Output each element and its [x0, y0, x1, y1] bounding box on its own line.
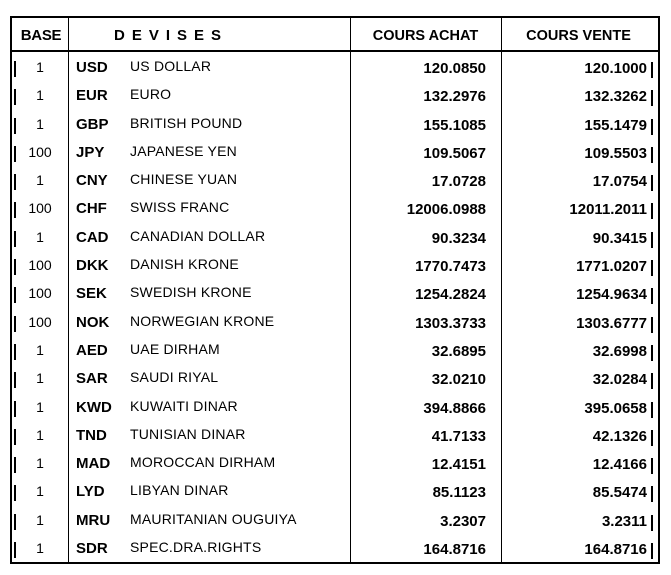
currency-code-cell: KWD	[76, 398, 112, 416]
table-row	[12, 110, 658, 138]
sell-rate-cell: 3.2311	[601, 512, 647, 530]
table-body	[12, 53, 658, 562]
base-cell: 1	[36, 341, 44, 358]
currency-name-cell: SWEDISH KRONE	[130, 284, 252, 301]
currency-code-cell: MRU	[76, 511, 111, 529]
currency-code-cell: TND	[76, 426, 107, 444]
currency-code-cell: GBP	[76, 115, 109, 133]
base-cell: 1	[36, 228, 44, 245]
currency-name-cell: JAPANESE YEN	[130, 142, 237, 159]
table-row	[12, 279, 658, 307]
row-edge-mark	[651, 260, 653, 276]
buy-rate-cell: 164.8716	[423, 541, 486, 559]
header-devises: DEVISES	[114, 27, 229, 44]
base-cell: 1	[36, 455, 44, 472]
currency-name-cell: SPEC.DRA.RIGHTS	[130, 539, 262, 556]
row-edge-mark	[651, 515, 653, 531]
sell-rate-cell: 155.1479	[584, 116, 647, 134]
buy-rate-cell: 32.6895	[431, 342, 486, 360]
buy-rate-cell: 90.3234	[431, 229, 486, 247]
buy-rate-cell: 12006.0988	[406, 201, 486, 219]
currency-name-cell: NORWEGIAN KRONE	[130, 312, 275, 329]
table-row	[12, 421, 658, 449]
buy-rate-cell: 109.5067	[423, 144, 486, 162]
currency-code-cell: CHF	[76, 200, 107, 218]
currency-code-cell: MAD	[76, 455, 111, 473]
base-cell: 1	[36, 115, 44, 132]
row-edge-mark	[651, 458, 653, 474]
currency-name-cell: SWISS FRANC	[130, 199, 230, 216]
sell-rate-cell: 120.1000	[584, 60, 647, 77]
row-edge-mark	[651, 486, 653, 502]
sell-rate-cell: 395.0658	[584, 399, 647, 417]
sell-rate-cell: 12.4166	[592, 456, 647, 474]
buy-rate-cell: 1254.2824	[415, 286, 486, 304]
buy-rate-cell: 155.1085	[423, 116, 486, 134]
buy-rate-cell: 41.7133	[431, 427, 486, 445]
currency-code-cell: DKK	[76, 257, 109, 275]
base-cell: 100	[28, 200, 52, 217]
base-cell: 1	[36, 87, 44, 104]
currency-name-cell: LIBYAN DINAR	[130, 482, 229, 499]
row-edge-mark	[651, 430, 653, 446]
table-row	[12, 251, 658, 279]
buy-rate-cell: 12.4151	[431, 456, 486, 474]
currency-name-cell: MAURITANIAN OUGUIYA	[130, 510, 297, 527]
currency-name-cell: TUNISIAN DINAR	[130, 425, 246, 442]
currency-name-cell: UAE DIRHAM	[130, 340, 220, 357]
row-edge-mark	[651, 119, 653, 135]
row-edge-mark	[651, 345, 653, 361]
row-edge-mark	[651, 373, 653, 389]
currency-name-cell: KUWAITI DINAR	[130, 397, 238, 414]
sell-rate-cell: 109.5503	[584, 144, 647, 162]
currency-name-cell: BRITISH POUND	[130, 114, 243, 131]
currency-code-cell: CNY	[76, 172, 108, 190]
base-cell: 1	[36, 511, 44, 528]
row-edge-mark	[651, 232, 653, 248]
row-edge-mark	[651, 203, 653, 219]
base-cell: 1	[36, 426, 44, 443]
base-cell: 100	[28, 285, 52, 302]
currency-name-cell: MOROCCAN DIRHAM	[130, 454, 276, 471]
currency-code-cell: EUR	[76, 87, 108, 105]
table-row	[12, 393, 658, 421]
table-row	[12, 194, 658, 222]
buy-rate-cell: 132.2976	[423, 88, 486, 106]
buy-rate-cell: 85.1123	[432, 484, 486, 502]
exchange-rate-table	[10, 16, 660, 564]
currency-code-cell: CAD	[76, 228, 109, 246]
base-cell: 100	[28, 313, 52, 330]
sell-rate-cell: 1254.9634	[576, 286, 647, 304]
table-row	[12, 308, 658, 336]
base-cell: 1	[36, 370, 44, 387]
table-row	[12, 534, 658, 562]
row-edge-mark	[651, 543, 653, 559]
header-base: BASE	[20, 27, 62, 44]
currency-code-cell: JPY	[76, 143, 105, 161]
table-row	[12, 336, 658, 364]
currency-code-cell: NOK	[76, 313, 110, 331]
currency-name-cell: DANISH KRONE	[130, 256, 239, 273]
header-cours-vente: COURS VENTE	[526, 28, 631, 44]
buy-rate-cell: 17.0728	[431, 173, 486, 191]
row-edge-mark	[651, 90, 653, 106]
base-cell: 1	[36, 483, 44, 500]
buy-rate-cell: 394.8866	[423, 399, 486, 417]
sell-rate-cell: 32.6998	[592, 342, 647, 360]
table-row	[12, 138, 658, 166]
header-cours-achat: COURS ACHAT	[372, 28, 479, 44]
table-row	[12, 166, 658, 194]
row-edge-mark	[651, 288, 653, 304]
row-edge-mark	[651, 62, 653, 78]
base-cell: 1	[36, 172, 44, 189]
row-edge-mark	[651, 317, 653, 333]
sell-rate-cell: 32.0284	[592, 371, 647, 389]
row-edge-mark	[651, 175, 653, 191]
buy-rate-cell: 32.0210	[431, 371, 486, 389]
buy-rate-cell: 3.2307	[440, 512, 486, 530]
currency-code-cell: SEK	[76, 285, 107, 303]
currency-code-cell: LYD	[76, 483, 105, 501]
base-cell: 100	[28, 143, 52, 160]
table-row	[12, 223, 658, 251]
currency-name-cell: EURO	[130, 86, 172, 103]
sell-rate-cell: 132.3262	[584, 88, 647, 106]
currency-name-cell: CHINESE YUAN	[130, 171, 238, 188]
sell-rate-cell: 1303.6777	[576, 314, 647, 332]
base-cell: 100	[28, 257, 52, 274]
sell-rate-cell: 85.5474	[592, 484, 647, 502]
base-cell: 1	[36, 398, 44, 415]
currency-code-cell: AED	[76, 341, 108, 359]
currency-name-cell: US DOLLAR	[130, 58, 212, 74]
sell-rate-cell: 164.8716	[584, 541, 647, 559]
table-row	[12, 53, 658, 81]
sell-rate-cell: 1771.0207	[576, 258, 647, 276]
sell-rate-cell: 90.3415	[592, 229, 647, 247]
buy-rate-cell: 1303.3733	[415, 314, 486, 332]
table-row	[12, 506, 658, 534]
row-edge-mark	[651, 402, 653, 418]
currency-code-cell: SDR	[76, 540, 108, 558]
currency-name-cell: SAUDI RIYAL	[130, 369, 219, 386]
sell-rate-cell: 17.0754	[592, 173, 647, 191]
buy-rate-cell: 120.0850	[423, 60, 486, 77]
currency-name-cell: CANADIAN DOLLAR	[130, 227, 266, 244]
sell-rate-cell: 12011.2011	[569, 201, 647, 219]
base-cell: 1	[36, 59, 44, 75]
table-row	[12, 449, 658, 477]
row-edge-mark	[651, 147, 653, 163]
buy-rate-cell: 1770.7473	[415, 258, 486, 276]
table-row	[12, 81, 658, 109]
header-divider	[12, 50, 658, 52]
table-row	[12, 477, 658, 505]
currency-code-cell: USD	[76, 59, 108, 76]
currency-code-cell: SAR	[76, 370, 108, 388]
table-row	[12, 364, 658, 392]
base-cell: 1	[36, 540, 44, 557]
sell-rate-cell: 42.1326	[592, 427, 647, 445]
